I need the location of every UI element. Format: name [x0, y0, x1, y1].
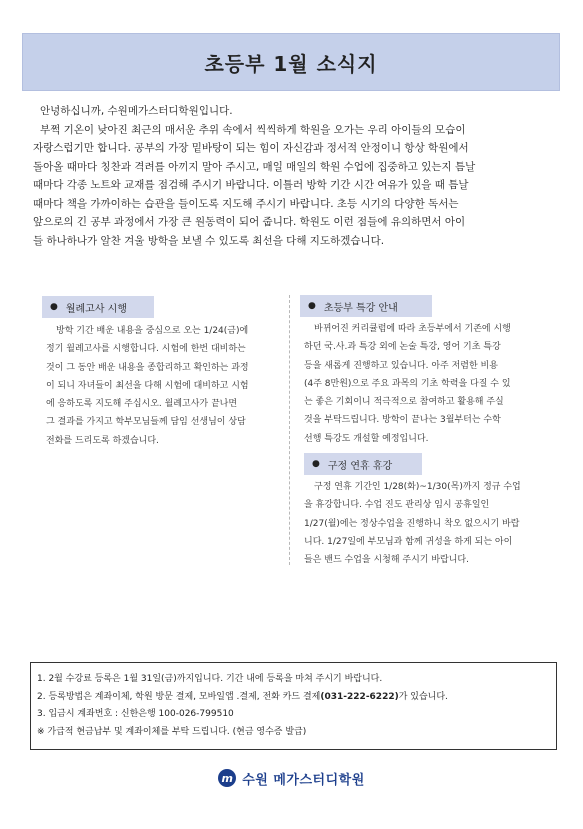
section-heading-label: 초등부 특강 안내: [323, 302, 398, 314]
bullet-icon: ●: [50, 302, 58, 312]
academy-logo: [0, 766, 583, 790]
phone-number: (031-222-6222): [320, 691, 399, 702]
body-line: 1/27(월)에는 정상수업을 진행하니 착오 없으시기 바랍: [304, 518, 520, 529]
academy-name: 수원 메가스터디학원: [242, 772, 365, 788]
intro-line: 자랑스럽기만 합니다. 공부의 가장 밑바탕이 되는 힘이 자신감과 정서적 안정이니 항상 학원에서: [33, 142, 469, 154]
intro-line: 때마다 각종 노트와 교재를 점검해 주시기 바랍니다. 이틀러 방학 기간 시간 여유가 있을 때 틈날: [33, 179, 469, 191]
intro-paragraph: [33, 102, 553, 250]
body-line: 등을 새롭게 진행하고 있습니다. 아주 저렴한 비용: [304, 360, 498, 371]
body-line: 이 되니 자녀들이 최선을 다해 시험에 대비하고 시험: [46, 380, 249, 391]
notice-text: 가 있습니다.: [398, 691, 448, 702]
section-heading-monthly-test: [42, 296, 154, 318]
column-divider: [289, 295, 290, 565]
section-heading-label: 구정 연휴 휴강: [327, 460, 393, 472]
body-line: 전화를 드리도록 하겠습니다.: [46, 435, 159, 446]
body-line: 구정 연휴 기간인 1/28(화)~1/30(목)까지 정규 수업: [314, 482, 521, 492]
body-line: 니다. 1/27일에 부모님과 함께 귀성을 하게 되는 아이: [304, 536, 513, 547]
page-title: 초등부 1월 소식지: [204, 51, 378, 76]
body-line: 방학 기간 배운 내용을 중심으로 오는 1/24(금)에: [56, 326, 249, 336]
body-line: (4주 8만원)으로 주요 과목의 기초 학력을 다질 수 있: [304, 378, 511, 389]
section-body-holiday: [304, 478, 554, 569]
notice-text: 2. 등록방법은 계좌이체, 학원 방문 결제, 모바일앱 .결제, 전화 카드 결제: [37, 691, 321, 702]
newsletter-title-bar: [22, 33, 560, 91]
body-line: 것이 그 동안 배운 내용을 종합리하고 확인하는 과정: [46, 362, 249, 373]
body-line: 하던 국.사.과 특강 외에 논술 특강, 영어 기초 특강: [304, 342, 501, 353]
academy-logo-icon: m: [218, 769, 236, 787]
body-line: 것을 부탁드립니다. 방학이 끝나는 3월부터는 수학: [304, 415, 501, 426]
intro-greeting: 안녕하십니까, 수원메가스터디학원입니다.: [40, 105, 233, 117]
body-line: 선행 특강도 개설할 예정입니다.: [304, 433, 429, 444]
section-heading-special-lecture: [300, 295, 432, 317]
bullet-icon: ●: [308, 301, 316, 311]
notice-line: 1. 2월 수강료 등록은 1월 31일(금)까지입니다. 기간 내에 등록을 마쳐 주시기 바랍니다.: [37, 674, 383, 684]
notice-line: ※ 가급적 현금납부 및 계좌이체를 부탁 드립니다. (현금 영수증 발급): [37, 726, 307, 737]
registration-notice-box: [30, 662, 557, 750]
body-line: 에 응하도록 지도해 주십시오. 월례고사가 끝나면: [46, 399, 238, 410]
notice-line: [37, 689, 556, 707]
intro-line: 앞으로의 긴 공부 과정에서 가장 큰 원동력이 되어 줍니다. 학원도 이런 점들에 유의하면서 아이: [33, 216, 466, 228]
body-line: 정기 월례고사를 시행합니다. 시험에 한번 대비하는: [46, 344, 246, 355]
section-heading-label: 월례고사 시행: [65, 303, 127, 315]
body-line: 그 결과를 가지고 학부모님들께 담임 선생님이 상담: [46, 417, 246, 428]
bullet-icon: ●: [312, 459, 320, 469]
intro-line: 들 하나하나가 알찬 겨울 방학을 보낼 수 있도록 최선을 다해 지도하겠습니다.: [33, 234, 385, 247]
notice-line: 3. 입금시 계좌번호 : 신한은행 100-026-799510: [37, 709, 234, 719]
section-body-special-lecture: [304, 320, 554, 448]
intro-line: 돌아올 때마다 칭찬과 격려를 아끼지 말아 주시고, 매일 매일의 학원 수업에 집중하고 있는지 틈날: [33, 160, 476, 173]
body-line: 바뀌어진 커리큘럼에 따라 초등부에서 기존에 시행: [314, 324, 511, 334]
intro-line: 부쩍 기온이 낮아진 최근의 매서운 추위 속에서 씩씩하게 학원을 오가는 우리 아이들의 모습이: [40, 123, 466, 136]
body-line: 들은 밴드 수업을 시청해 주시기 바랍니다.: [304, 555, 469, 566]
body-line: 는 좋은 기회이니 적극적으로 참여하고 활용해 주실: [304, 397, 504, 408]
body-line: 을 휴강합니다. 수업 진도 관리상 임시 공휴일인: [304, 500, 490, 511]
section-body-monthly-test: [46, 322, 286, 450]
section-heading-holiday: [304, 453, 422, 475]
intro-line: 때마다 책을 가까이하는 습관을 들이도록 지도해 주시기 바랍니다. 초등 시기의 다양한 독서는: [33, 197, 459, 210]
